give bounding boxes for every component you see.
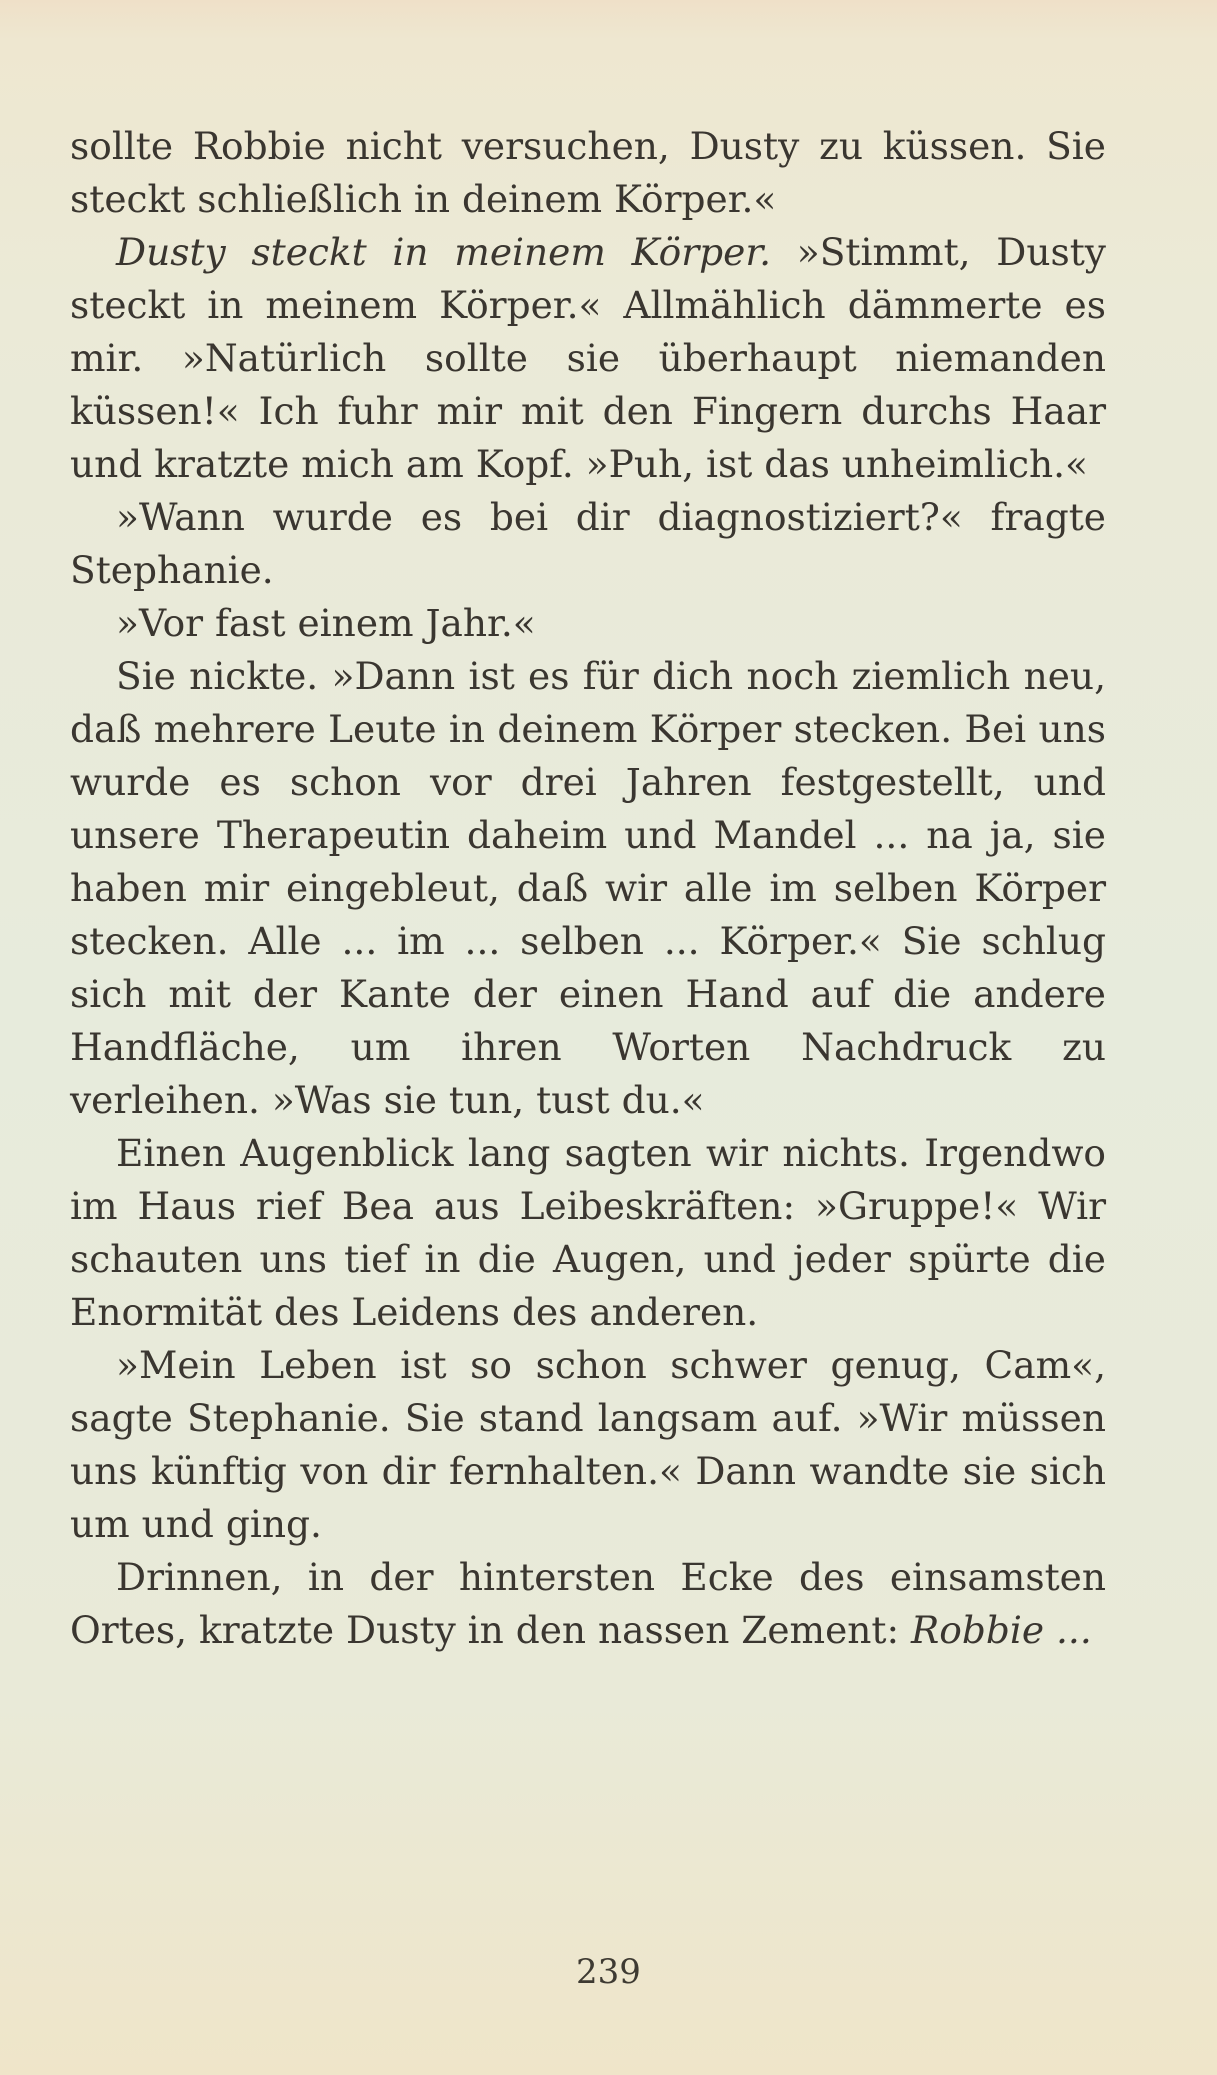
body-text (70, 120, 1106, 1657)
paragraph (70, 226, 1106, 491)
paragraph (70, 650, 1106, 1127)
text-segment: »Vor fast einem Jahr.« (116, 601, 536, 645)
paragraph (70, 1127, 1106, 1339)
paragraph (70, 120, 1106, 226)
text-segment: »Stimmt, Dusty steckt in meinem Körper.« Allmählich dämmerte es mir. »Natürlich sollte sie überhaupt niemanden küssen!« Ich fuhr mir mit den Fingern durchs Haar und kratzte mich am Kopf. »Puh, ist das unheimlich.« (70, 230, 1106, 486)
paragraph (70, 597, 1106, 650)
italic-text-segment: Robbie ... (911, 1608, 1092, 1652)
italic-text-segment: Dusty steckt in meinem Körper. (116, 230, 772, 274)
text-segment: Einen Augenblick lang sagten wir nichts. Irgendwo im Haus rief Bea aus Leibeskräften: »Gruppe!« Wir schauten uns tief in die Augen, und jeder spürte die Enormität des Leidens des anderen. (70, 1131, 1106, 1334)
text-segment: Sie nickte. »Dann ist es für dich noch ziemlich neu, daß mehrere Leute in deinem Körper stecken. Bei uns wurde es schon vor drei Jahren festgestellt, und unsere Therapeutin daheim und Mandel ... na ja, sie haben mir eingebleut, daß wir alle im selben Körper stecken. Alle ... im ... selben ... Körper.« Sie schlug sich mit der Kante der einen Hand auf die andere Handfläche, um ihren Worten Nachdruck zu verleihen. »Was sie tun, tust du.« (70, 654, 1106, 1122)
text-segment: »Mein Leben ist so schon schwer genug, Cam«, sagte Stephanie. Sie stand langsam auf. »Wir müssen uns künftig von dir fernhalten.« Dann wandte sie sich um und ging. (70, 1343, 1106, 1546)
text-segment: Drinnen, in der hintersten Ecke des einsamsten Ortes, kratzte Dusty in den nassen Zement: (70, 1555, 1106, 1652)
page-number: 239 (576, 1952, 641, 1992)
text-segment: sollte Robbie nicht versuchen, Dusty zu küssen. Sie steckt schließlich in deinem Körper.« (70, 124, 1106, 221)
paragraph (70, 491, 1106, 597)
text-segment: »Wann wurde es bei dir diagnostiziert?« fragte Stephanie. (70, 495, 1106, 592)
paragraph (70, 1339, 1106, 1551)
paragraph (70, 1551, 1106, 1657)
